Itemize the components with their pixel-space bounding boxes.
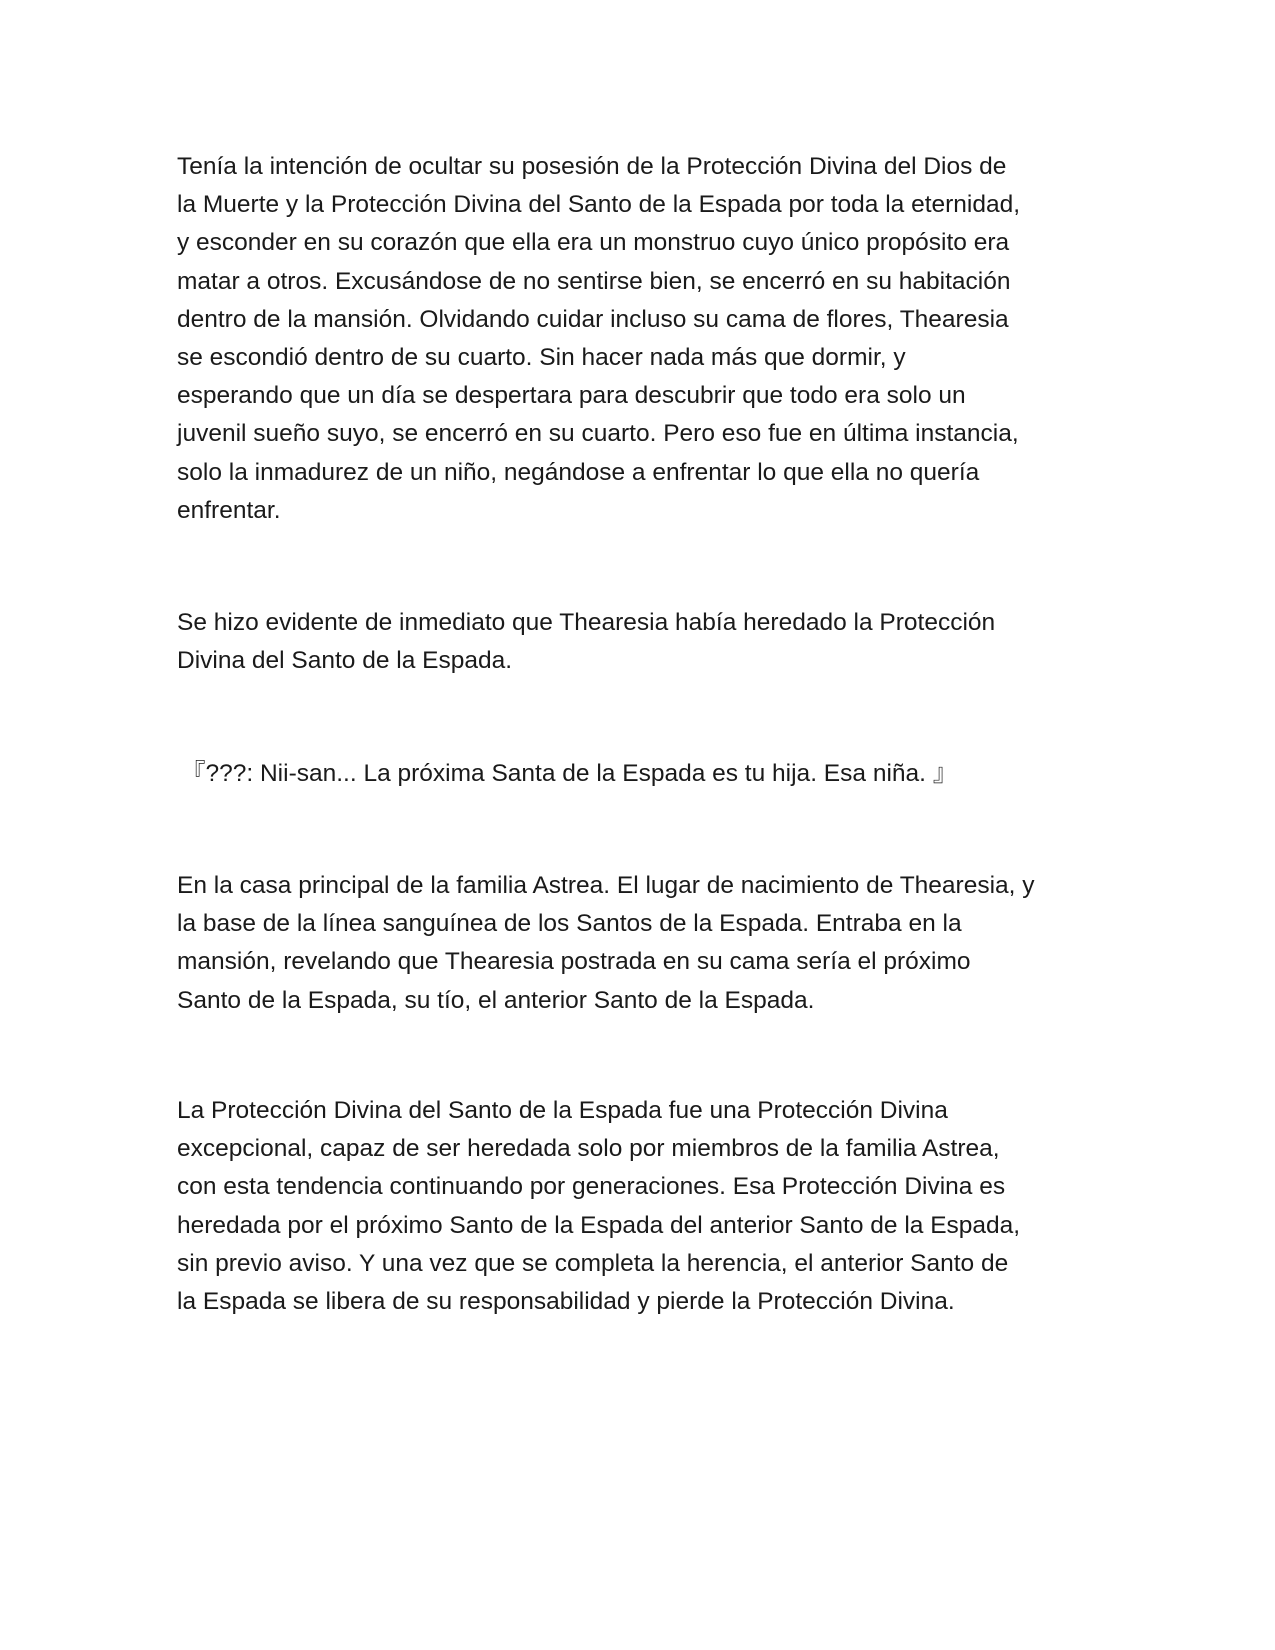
text-line: La Protección Divina del Santo de la Espada fue una Protección Divina [177,1097,948,1124]
text-line: la Muerte y la Protección Divina del Santo de la Espada por toda la eternidad, [177,191,1021,219]
text-line: excepcional, capaz de ser heredada solo por miembros de la familia Astrea, [177,1135,1000,1163]
paragraph-5 [177,1092,1107,1321]
text-line: con esta tendencia continuando por generaciones. Esa Protección Divina es [177,1173,1006,1201]
text-line: mansión, revelando que Thearesia postrada en su cama sería el próximo [177,948,971,976]
text-line: Divina del Santo de la Espada. [177,647,513,675]
text-line: sin previo aviso. Y una vez que se completa la herencia, el anterior Santo de [177,1249,1009,1277]
text-line: dentro de la mansión. Olvidando cuidar incluso su cama de flores, Thearesia [177,305,1009,333]
text-line: la base de la línea sanguínea de los Santos de la Espada. Entraba en la [177,910,962,938]
text-line: y esconder en su corazón que ella era un monstruo cuyo único propósito era [177,229,1010,257]
text-line: matar a otros. Excusándose de no sentirse bien, se encerró en su habitación [177,267,1011,295]
text-line: Se hizo evidente de inmediato que Thearesia había heredado la Protección [177,609,996,636]
text-line: enfrentar. [177,496,281,524]
text-line: la Espada se libera de su responsabilidad y pierde la Protección Divina. [177,1288,955,1316]
text-line: esperando que un día se despertara para descubrir que todo era solo un [177,382,966,410]
dialogue-line [181,755,1111,793]
text-line: solo la inmadurez de un niño, negándose a enfrentar lo que ella no quería [177,458,980,486]
paragraph-2 [177,604,1107,680]
text-line: Santo de la Espada, su tío, el anterior Santo de la Espada. [177,986,815,1014]
text-line: Tenía la intención de ocultar su posesión de la Protección Divina del Dios de [177,153,1007,180]
text-line: juvenil sueño suyo, se encerró en su cuarto. Pero eso fue en última instancia, [177,420,1019,448]
text-line: 『???: Nii-san... La próxima Santa de la Espada es tu hija. Esa niña. 』 [181,760,958,787]
paragraph-1 [177,148,1107,530]
text-line: heredada por el próximo Santo de la Espada del anterior Santo de la Espada, [177,1211,1021,1239]
text-line: se escondió dentro de su cuarto. Sin hacer nada más que dormir, y [177,344,906,372]
paragraph-4 [177,867,1107,1020]
text-line: En la casa principal de la familia Astrea. El lugar de nacimiento de Thearesia, y [177,872,1035,899]
